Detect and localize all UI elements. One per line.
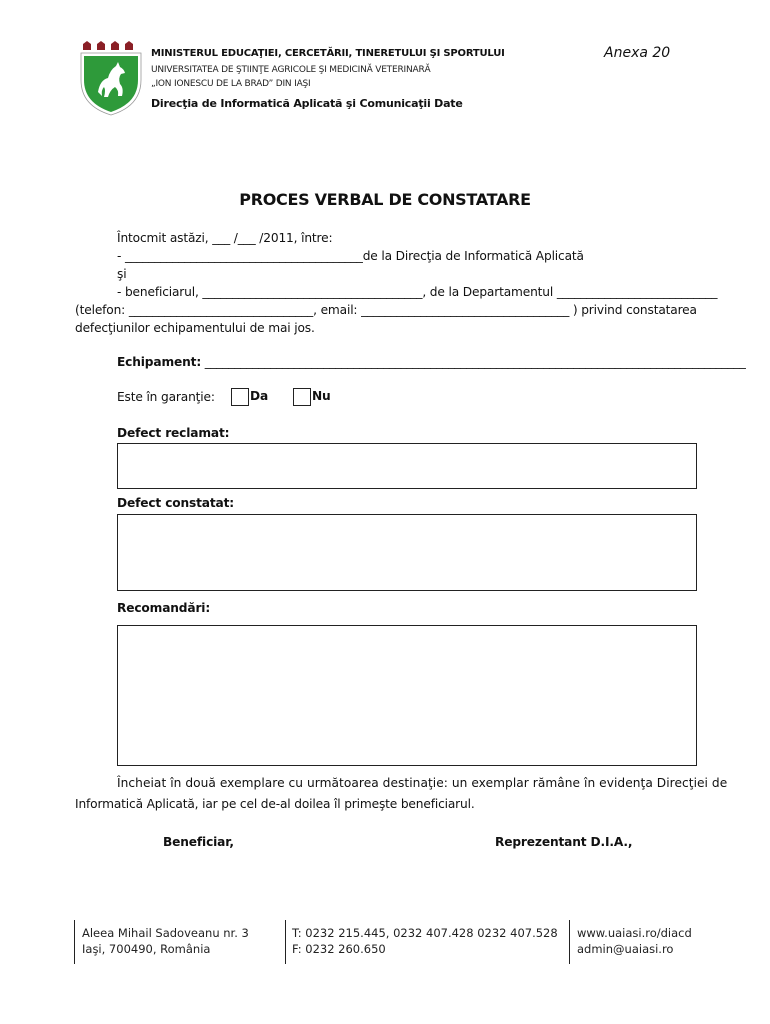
footer-divider bbox=[74, 920, 75, 964]
footer-fax-line: F: 0232 260.650 bbox=[292, 942, 386, 956]
footer-address-line2: Iaşi, 700490, România bbox=[82, 942, 211, 956]
date-line: Întocmit astăzi, ___ /___ /2011, între: bbox=[117, 231, 333, 245]
warranty-yes-checkbox[interactable] bbox=[231, 388, 249, 406]
defect-reported-label: Defect reclamat: bbox=[117, 426, 230, 440]
warranty-no-checkbox[interactable] bbox=[293, 388, 311, 406]
department-name: Direcţia de Informatică Aplicată şi Comunicaţii Date bbox=[151, 97, 463, 110]
ministry-name: MINISTERUL EDUCAŢIEI, CERCETĂRII, TINERETULUI ŞI SPORTULUI bbox=[151, 48, 505, 59]
equipment-field[interactable]: ___________________________________________________________________________________________ bbox=[201, 355, 746, 369]
document-title: PROCES VERBAL DE CONSTATARE bbox=[239, 190, 531, 209]
recommendations-box[interactable] bbox=[117, 625, 697, 766]
equipment-row bbox=[117, 355, 746, 369]
representative-line: - ________________________________________de la Direcţia de Informatică Aplicată bbox=[117, 249, 584, 263]
footer-divider bbox=[569, 920, 570, 964]
footer-email-link[interactable]: admin@uaiasi.ro bbox=[577, 942, 674, 956]
contact-line: (telefon: _______________________________, email: ___________________________________ ) privind constatarea bbox=[75, 303, 697, 317]
university-name-line1: UNIVERSITATEA DE ŞTIINŢE AGRICOLE ŞI MEDICINĂ VETERINARĂ bbox=[151, 65, 431, 75]
university-crest-logo bbox=[80, 40, 142, 116]
purpose-line: defecţiunilor echipamentului de mai jos. bbox=[75, 321, 315, 335]
warranty-yes-label: Da bbox=[250, 389, 269, 403]
footer-divider bbox=[285, 920, 286, 964]
and-line: şi bbox=[117, 267, 127, 281]
warranty-no-label: Nu bbox=[312, 389, 331, 403]
representative-signature-label: Reprezentant D.I.A., bbox=[495, 835, 633, 849]
beneficiary-signature-label: Beneficiar, bbox=[163, 835, 234, 849]
recommendations-label: Recomandări: bbox=[117, 601, 211, 615]
defect-found-box[interactable] bbox=[117, 514, 697, 591]
footer-website-link[interactable]: www.uaiasi.ro/diacd bbox=[577, 926, 692, 940]
footer-web bbox=[577, 925, 692, 957]
closing-line2: Informatică Aplicată, iar pe cel de-al doilea îl primeşte beneficiarul. bbox=[75, 797, 475, 811]
closing-line1: Încheiat în două exemplare cu următoarea destinaţie: un exemplar rămâne în evidenţa Direcţiei de bbox=[117, 776, 728, 790]
equipment-label: Echipament: bbox=[117, 355, 202, 369]
footer-address bbox=[82, 925, 249, 957]
footer-phone-line: T: 0232 215.445, 0232 407.428 0232 407.528 bbox=[292, 926, 558, 940]
university-name-line2: „ION IONESCU DE LA BRAD” DIN IAŞI bbox=[151, 79, 311, 89]
footer-address-line1: Aleea Mihail Sadoveanu nr. 3 bbox=[82, 926, 249, 940]
footer-phone bbox=[292, 925, 558, 957]
beneficiary-line: - beneficiarul, _____________________________________, de la Departamentul ___________________________ bbox=[117, 285, 718, 299]
crown-icon bbox=[83, 41, 133, 50]
defect-found-label: Defect constatat: bbox=[117, 496, 235, 510]
defect-reported-box[interactable] bbox=[117, 443, 697, 489]
annex-label: Anexa 20 bbox=[604, 45, 671, 61]
warranty-label: Este în garanţie: bbox=[117, 390, 215, 404]
